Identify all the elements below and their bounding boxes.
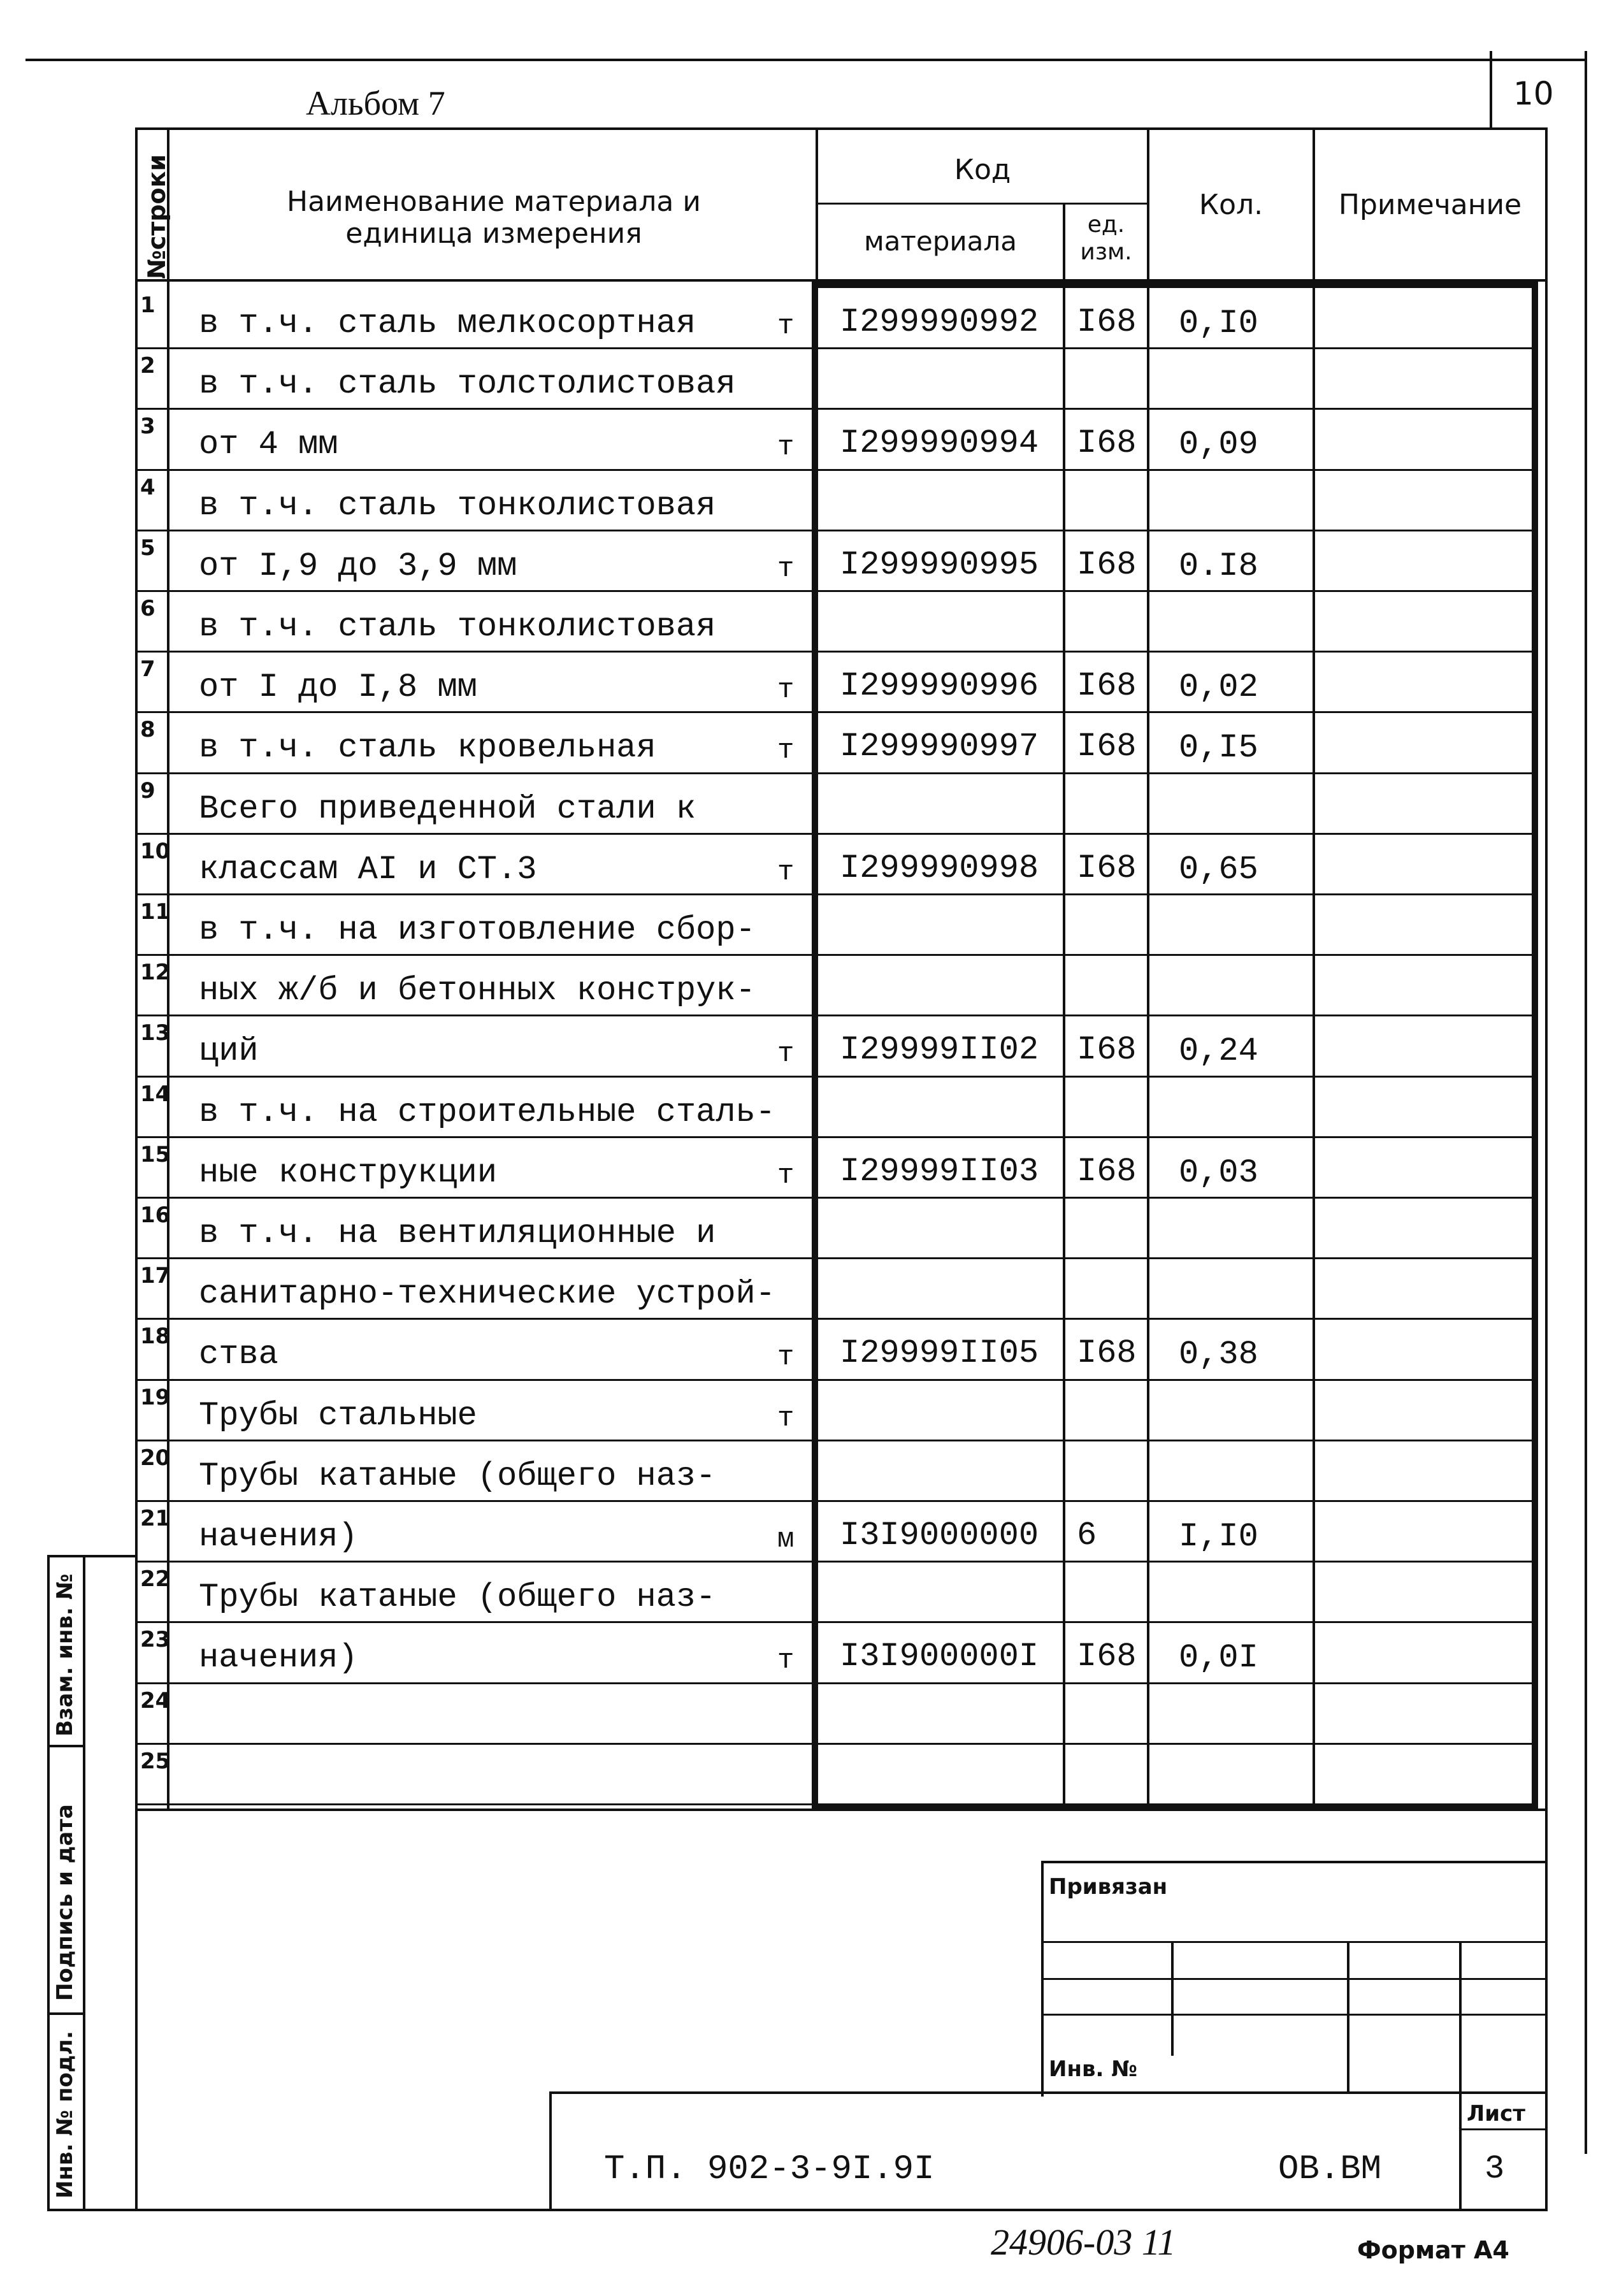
side-strip-left	[47, 1555, 50, 2211]
row-divider	[136, 1621, 1538, 1623]
measure-unit: т	[777, 1402, 795, 1434]
row-number: 6	[140, 596, 155, 621]
row-number: 17	[140, 1263, 171, 1289]
row-divider	[136, 1257, 1538, 1259]
material-name: ства	[199, 1336, 278, 1374]
row-number: 15	[140, 1141, 171, 1167]
material-name: Трубы катаные (общего наз-	[199, 1457, 716, 1495]
material-name: ций	[199, 1032, 259, 1071]
row-number: 22	[140, 1566, 171, 1592]
row-divider	[136, 772, 1538, 774]
row-divider	[136, 408, 1538, 410]
material-name: в т.ч. сталь кровельная	[199, 729, 656, 767]
right-border	[1585, 51, 1587, 2154]
quantity: 0,65	[1179, 850, 1258, 888]
quantity: 0,02	[1179, 668, 1258, 707]
row-divider	[136, 1440, 1538, 1441]
hdr-qty: Кол.	[1198, 189, 1263, 221]
unit-code: I68	[1077, 303, 1137, 341]
row-number: 11	[140, 899, 171, 925]
body-code-left-thick	[812, 282, 818, 1811]
unit-code: I68	[1077, 1638, 1137, 1676]
row-number: 8	[140, 717, 155, 743]
stamp-doc-code: Т.П. 902-3-9I.9I	[604, 2150, 935, 2189]
material-name: в т.ч. на изготовление сбор-	[199, 911, 756, 949]
album-title: Альбом 7	[306, 84, 445, 122]
table-left	[135, 127, 138, 2211]
row-number: 10	[140, 838, 171, 864]
material-code: I3I9000000	[840, 1517, 1039, 1554]
stamp-sheet-split	[1459, 2128, 1546, 2130]
material-code: I29999II05	[840, 1334, 1039, 1373]
row-divider	[136, 1682, 1538, 1684]
material-code: I299990995	[840, 545, 1039, 584]
material-name: в т.ч. сталь тонколистовая	[199, 486, 716, 524]
measure-unit: т	[777, 674, 795, 707]
hdr-code: Код	[954, 154, 1011, 186]
quantity: 0,09	[1179, 426, 1258, 464]
measure-unit: м	[777, 1524, 795, 1556]
page-number: 10	[1513, 75, 1554, 112]
handwritten-number: 24906-03 11	[991, 2221, 1176, 2263]
row-divider	[136, 1379, 1538, 1381]
material-name: Всего приведенной стали к	[199, 790, 696, 828]
hdr-row-no: №строки	[143, 154, 171, 279]
material-name: начения)	[199, 1639, 358, 1677]
material-code: I299990992	[840, 303, 1039, 341]
row-number: 12	[140, 960, 171, 986]
stamp-col-1	[1171, 1941, 1174, 2056]
table-top	[135, 127, 1546, 130]
quantity: 0,I0	[1179, 305, 1258, 342]
page-box-left	[1490, 51, 1492, 127]
row-divider	[136, 1803, 1538, 1805]
material-name: санитарно-технические устрой-	[199, 1275, 775, 1313]
hdr-note: Примечание	[1338, 189, 1522, 221]
material-name: от 4 мм	[199, 426, 338, 464]
format-label: Формат А4	[1357, 2236, 1509, 2264]
measure-unit: т	[777, 1341, 795, 1374]
row-divider	[136, 893, 1538, 895]
row-number: 18	[140, 1324, 171, 1350]
stamp-sheet-label: Лист	[1467, 2101, 1525, 2126]
row-divider	[136, 833, 1538, 835]
measure-unit: т	[777, 735, 795, 767]
stamp-col-2	[1347, 1941, 1349, 2094]
material-name: ных ж/б и бетонных конструк-	[199, 972, 756, 1010]
quantity: 0,I5	[1179, 729, 1258, 767]
stamp-top	[1041, 1861, 1546, 1863]
row-number: 16	[140, 1202, 171, 1228]
measure-unit: т	[777, 1645, 795, 1677]
side-strip-top	[47, 1555, 136, 1557]
quantity: 0,38	[1179, 1336, 1258, 1374]
top-rule	[25, 59, 1587, 61]
material-name: ные конструкции	[199, 1153, 498, 1192]
body-right-thick	[1532, 282, 1538, 1811]
material-name: от I до I,8 мм	[199, 668, 477, 707]
row-divider	[136, 954, 1538, 956]
stamp-mark: ОВ.ВМ	[1278, 2150, 1382, 2189]
side-div-2	[47, 2012, 85, 2015]
stamp-col-3	[1459, 1941, 1462, 2211]
side-label-podpis: Подпись и дата	[52, 1804, 78, 2001]
row-number: 24	[140, 1687, 171, 1714]
row-number: 1	[140, 292, 155, 318]
row-number: 5	[140, 535, 155, 561]
measure-unit: т	[777, 431, 795, 464]
unit-code: I68	[1077, 1334, 1137, 1373]
stamp-row-2	[1041, 1978, 1546, 1980]
row-number: 23	[140, 1627, 171, 1653]
material-name: в т.ч. на вентиляционные и	[199, 1215, 716, 1252]
measure-unit: т	[777, 552, 795, 585]
stamp-sheet-number: 3	[1485, 2150, 1505, 2188]
side-label-inv-podl: Инв. № подл.	[52, 2030, 78, 2199]
row-number: 7	[140, 656, 155, 682]
unit-code: I68	[1077, 545, 1137, 584]
material-code: I299990998	[840, 849, 1039, 887]
table-body-bottom	[135, 1809, 1546, 1811]
row-divider	[136, 347, 1538, 349]
hdr-unit-1: ед.	[1087, 212, 1125, 238]
body-qty-div	[1147, 282, 1149, 1811]
measure-unit: т	[777, 856, 795, 888]
hdr-name-2: единица измерения	[345, 217, 642, 250]
row-divider	[136, 1136, 1538, 1138]
stamp-main-top	[549, 2091, 1546, 2094]
row-number: 13	[140, 1020, 171, 1046]
table-right	[1545, 127, 1548, 2211]
measure-unit: т	[777, 1159, 795, 1192]
material-code: I299990997	[840, 728, 1039, 766]
unit-code: I68	[1077, 424, 1137, 463]
row-divider	[136, 1197, 1538, 1199]
material-name: в т.ч. на строительные сталь-	[199, 1093, 775, 1131]
row-number: 21	[140, 1506, 171, 1531]
material-name: Трубы стальные	[199, 1396, 477, 1434]
stamp-inv-no: Инв. №	[1049, 2056, 1138, 2082]
material-name: от I,9 до 3,9 мм	[199, 547, 517, 585]
row-number: 25	[140, 1748, 171, 1774]
unit-code: I68	[1077, 849, 1137, 887]
material-code: I29999II02	[840, 1031, 1039, 1069]
row-number: 14	[140, 1081, 171, 1107]
row-divider	[136, 530, 1538, 531]
row-divider	[136, 651, 1538, 653]
row-divider	[136, 1014, 1538, 1016]
row-divider	[136, 1561, 1538, 1563]
hdr-code-split	[816, 203, 1147, 205]
unit-code: I68	[1077, 1031, 1137, 1069]
row-divider	[136, 1076, 1538, 1078]
page-bottom-rule	[47, 2209, 1546, 2211]
measure-unit: т	[777, 310, 795, 342]
unit-code: I68	[1077, 728, 1137, 766]
material-name: в т.ч. сталь тонколистовая	[199, 608, 716, 646]
hdr-unit-2: изм.	[1080, 239, 1132, 265]
material-name: начения)	[199, 1518, 358, 1556]
quantity: 0.I8	[1179, 547, 1258, 585]
material-name: Трубы катаные (общего наз-	[199, 1578, 716, 1617]
measure-unit: т	[777, 1038, 795, 1071]
row-divider	[136, 1500, 1538, 1502]
hdr-name-1: Наименование материала и	[287, 185, 701, 218]
stamp-row-1	[1041, 1941, 1546, 1943]
material-code: I3I900000I	[840, 1638, 1039, 1676]
row-number: 3	[140, 414, 155, 440]
row-number: 9	[140, 777, 155, 804]
material-name: в т.ч. сталь толстолистовая	[199, 365, 736, 403]
quantity: 0,24	[1179, 1032, 1258, 1071]
body-note-div	[1313, 282, 1315, 1811]
quantity: 0,0I	[1179, 1639, 1258, 1677]
row-divider	[136, 590, 1538, 592]
row-number: 4	[140, 474, 155, 500]
row-number: 19	[140, 1384, 171, 1410]
unit-code: I68	[1077, 1152, 1137, 1190]
side-div-1	[47, 1745, 85, 1747]
body-top-thick	[812, 282, 1538, 288]
side-strip-mid	[83, 1555, 85, 2211]
body-unit-div	[1063, 282, 1065, 1811]
stamp-privyazan: Привязан	[1049, 1874, 1168, 1900]
material-name: классам АI и СТ.3	[199, 850, 537, 888]
unit-code: 6	[1077, 1517, 1097, 1554]
quantity: 0,03	[1179, 1153, 1258, 1192]
row-divider	[136, 711, 1538, 713]
row-divider	[136, 1743, 1538, 1745]
material-code: I299990996	[840, 667, 1039, 705]
material-code: I299990994	[840, 424, 1039, 463]
row-number: 20	[140, 1445, 171, 1471]
row-divider	[136, 1318, 1538, 1320]
material-name: в т.ч. сталь мелкосортная	[199, 305, 696, 342]
quantity: I,I0	[1179, 1518, 1258, 1556]
side-label-vzam: Взам. инв. №	[52, 1573, 78, 1736]
row-number: 2	[140, 353, 155, 379]
stamp-row-3	[1041, 2014, 1546, 2016]
hdr-material: материала	[863, 226, 1017, 257]
unit-code: I68	[1077, 667, 1137, 705]
stamp-main-left	[549, 2091, 552, 2211]
material-code: I29999II03	[840, 1152, 1039, 1190]
row-divider	[136, 469, 1538, 471]
